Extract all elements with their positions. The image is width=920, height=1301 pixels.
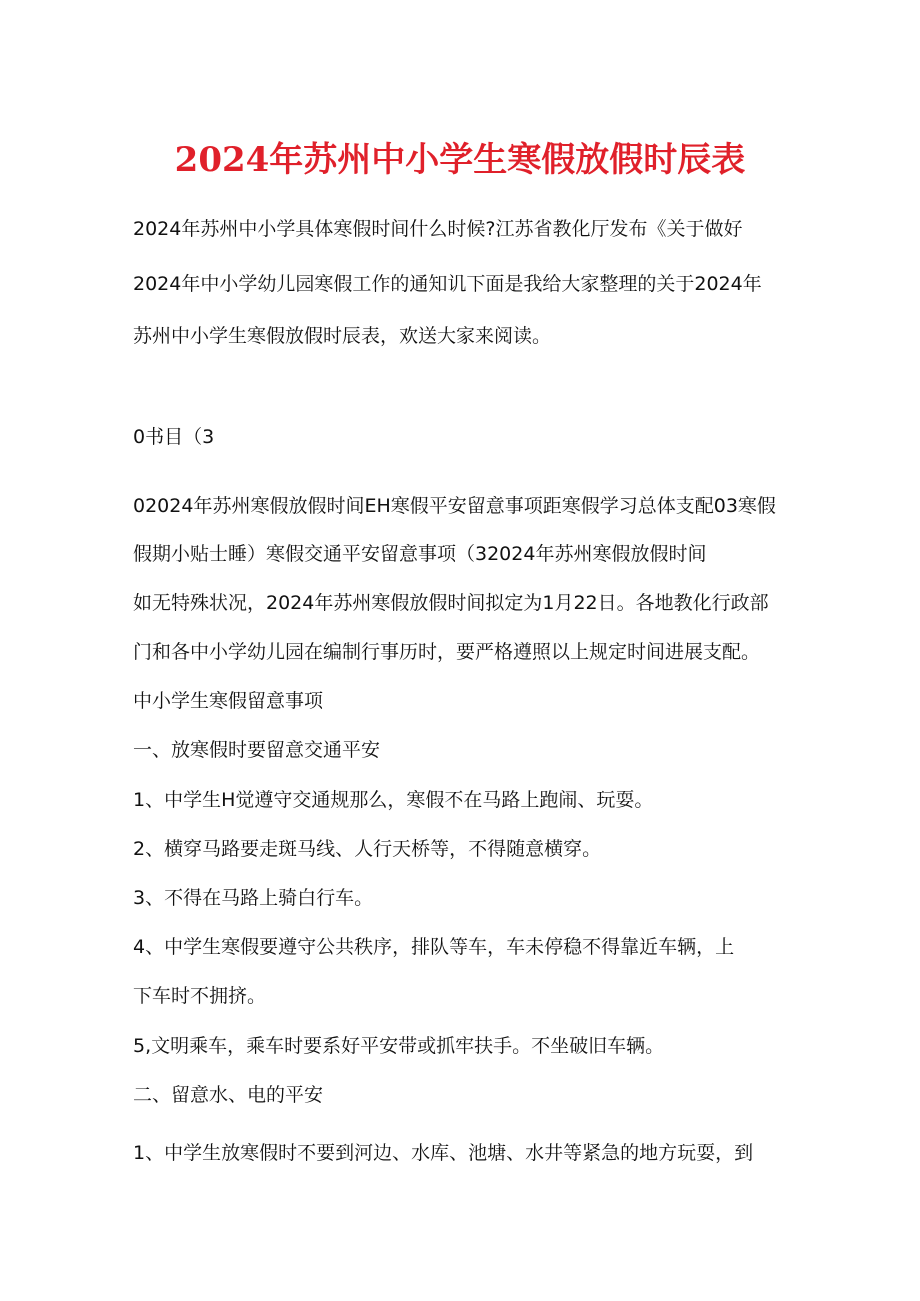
body-line-2: 门和各中小学幼儿园在编制行事历时，要严格遵照以上规定时间进展支配。 xyxy=(133,641,761,663)
intro-line-3: 苏州中小学生寒假放假时辰表，欢送大家来阅读。 xyxy=(133,325,552,347)
list-item-4-continued: 下车时不拥挤。 xyxy=(133,985,267,1007)
page-title: 2024年苏州中小学生寒假放假时辰表 xyxy=(174,140,746,180)
list-item-6: 1、中学生放寒假时不要到河边、水库、池塘、水井等紧急的地方玩耍，到 xyxy=(133,1142,754,1164)
list-item-3: 3、不得在马路上骑白行车。 xyxy=(133,887,374,909)
list-item-4: 4、中学生寒假要遵守公共秩序，排队等车，车未停稳不得靠近车辆，上 xyxy=(133,936,735,958)
list-item-2: 2、横穿马路要走斑马线、人行天桥等，不得随意横穿。 xyxy=(133,838,602,860)
toc-heading: 0书目（3 xyxy=(133,426,215,448)
intro-line-1: 2024年苏州中小学具体寒假时间什么时候?江苏省教化厅发布《关于做好 xyxy=(133,218,743,240)
list-item-5: 5,文明乘车，乘车时要系好平安带或抓牢扶手。不坐破旧车辆。 xyxy=(133,1035,665,1057)
list-item-1: 1、中学生H觉遵守交通规那么，寒假不在马路上跑闹、玩耍。 xyxy=(133,789,654,811)
subsection-heading-2: 二、留意水、电的平安 xyxy=(133,1084,324,1106)
intro-line-2: 2024年中小学幼儿园寒假工作的通知讥下面是我给大家整理的关于2024年 xyxy=(133,273,762,295)
toc-line-2: 假期小贴士睡）寒假交通平安留意事项（32024年苏州寒假放假时间 xyxy=(133,543,707,565)
section-heading: 中小学生寒假留意事项 xyxy=(133,690,324,712)
toc-line-1: 02024年苏州寒假放假时间EH寒假平安留意事项距寒假学习总体支配03寒假 xyxy=(133,495,776,517)
subsection-heading-1: 一、放寒假时要留意交通平安 xyxy=(133,739,381,761)
body-line-1: 如无特殊状况，2024年苏州寒假放假时间拟定为1月22日。各地教化行政部 xyxy=(133,592,769,614)
